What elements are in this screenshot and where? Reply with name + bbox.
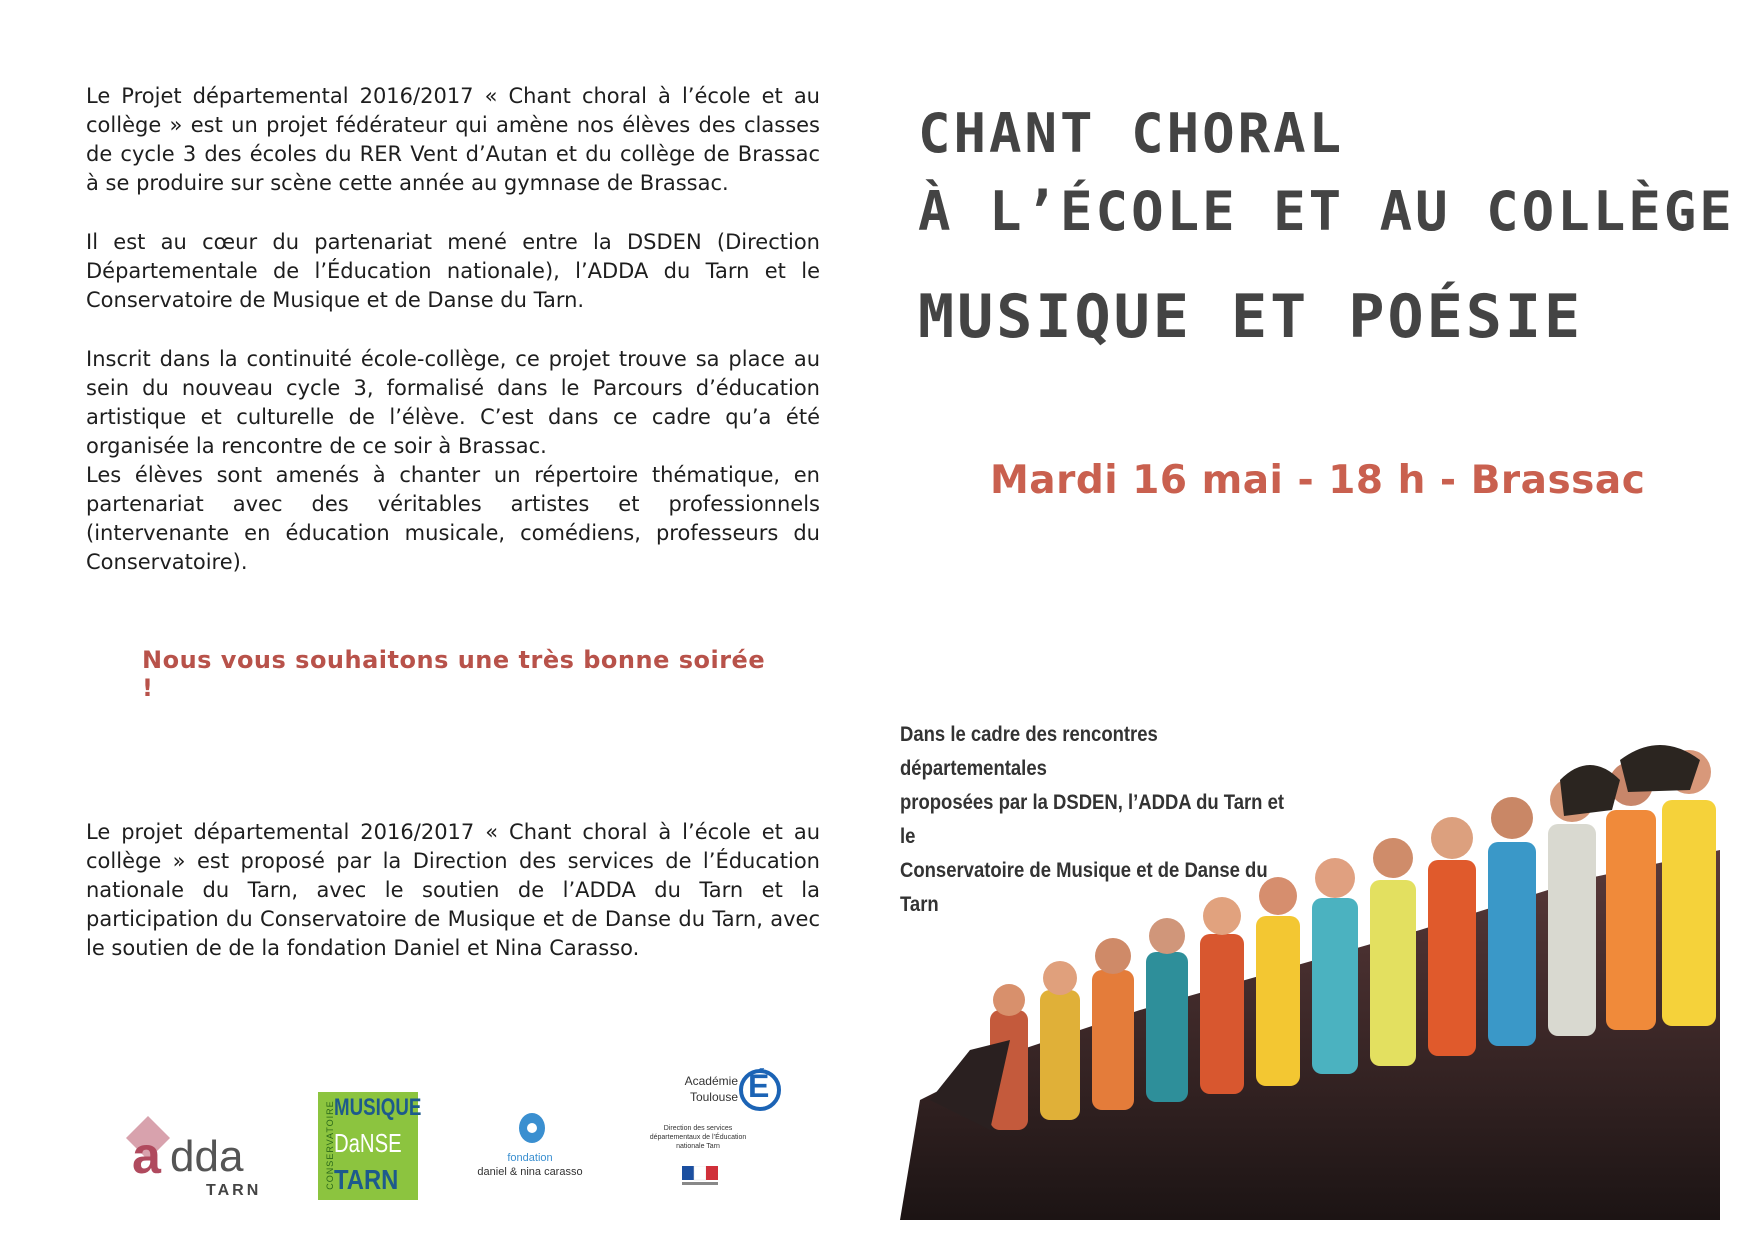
title-line-2: À L’ÉCOLE ET AU COLLÈGE	[918, 180, 1735, 243]
drop-icon	[470, 1108, 590, 1148]
cadre-caption	[900, 718, 1287, 922]
conservatoire-musique: MUSIQUE	[334, 1094, 422, 1121]
intro-paragraph: Le Projet départemental 2016/2017 « Chant choral à l’école et au collège » est un projet fédérateur qui amène nos élèves des classes de cycle 3 des écoles du RER Vent d’Autan et du collège de Brassac à se produire sur scène cette année au gymnase de Brassac.	[86, 84, 820, 195]
adda-tarn-logo	[118, 1106, 278, 1199]
academie-line1: Académie	[684, 1074, 738, 1088]
conservatoire-danse: DaNSE	[334, 1128, 402, 1158]
academie-letter: É	[748, 1068, 770, 1104]
adda-tarn: TARN	[206, 1182, 262, 1199]
academie-sub: Direction des services départementaux de l’Éducation nationale Tarn	[649, 1125, 747, 1150]
fondation-carasso-logo	[470, 1108, 590, 1198]
event-date: Mardi 16 mai - 18 h - Brassac	[990, 458, 1646, 503]
cadre-line-2: proposées par la DSDEN, l’ADDA du Tarn et le	[900, 791, 1285, 848]
conservatoire-side-label: CONSERVATOIRE	[325, 1100, 335, 1190]
fondation-line2: daniel & nina carasso	[477, 1166, 583, 1178]
repertoire-paragraph: Les élèves sont amenés à chanter un répertoire thématique, en partenariat avec des véritables artistes et professionnels (intervenante en éducation musicale, comédiens, professeurs du Conservatoire).	[86, 463, 820, 574]
conservatoire-logo	[318, 1092, 422, 1200]
adda-dda: dda	[170, 1132, 244, 1181]
fondation-line1: fondation	[507, 1152, 553, 1164]
cadre-line-1: Dans le cadre des rencontres départementales	[900, 723, 1158, 780]
title-line-3: MUSIQUE ET POÉSIE	[918, 282, 1584, 352]
partnership-paragraph: Il est au cœur du partenariat mené entre la DSDEN (Direction Départementale de l’Éducation nationale), l’ADDA du Tarn et le Conservatoire de Musique et de Danse du Tarn.	[86, 230, 820, 312]
title-line-1: CHANT CHORAL	[918, 102, 1345, 165]
academie-line2: Toulouse	[689, 1090, 738, 1104]
support-paragraph: Le projet départemental 2016/2017 « Chant choral à l’école et au collège » est proposé par la Direction des services de l’Éducation nationale du Tarn, avec le soutien de l’ADDA du Tarn et la participation du Conservatoire de Musique et de Danse du Tarn, avec le soutien de de la fondation Daniel et Nina Carasso.	[86, 820, 820, 960]
continuity-paragraph: Inscrit dans la continuité école-collège, ce projet trouve sa place au sein du nouveau cycle 3, formalisé dans le Parcours d’éducation artistique et culturelle de l’élève. C’est dans ce cadre qu’a été organisée la rencontre de ce soir à Brassac.	[86, 347, 820, 458]
republic-flag-icon	[682, 1166, 718, 1188]
cadre-line-3: Conservatoire de Musique et de Danse du Tarn	[900, 859, 1268, 916]
adda-a: a	[132, 1127, 161, 1185]
academie-toulouse-logo	[628, 1040, 778, 1200]
evening-wish: Nous vous souhaitons une très bonne soirée !	[142, 646, 766, 702]
conservatoire-tarn: TARN	[334, 1164, 399, 1195]
